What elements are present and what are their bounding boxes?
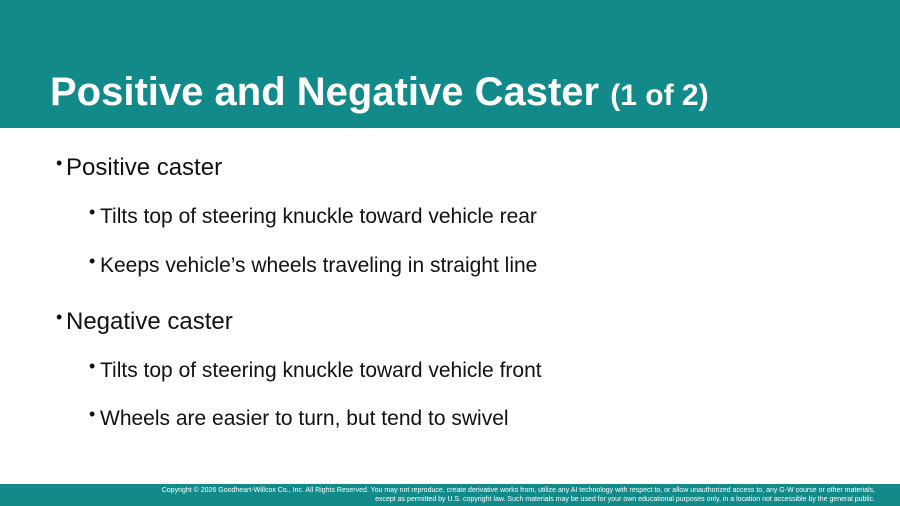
sub-bullet-text: Wheels are easier to turn, but tend to swivel (100, 407, 509, 430)
sub-bullet-text: Keeps vehicle’s wheels traveling in straight line (100, 254, 538, 277)
sub-bullet-text: Tilts top of steering knuckle toward vehicle rear (100, 205, 537, 228)
sub-bullet-text: Tilts top of steering knuckle toward vehicle front (100, 359, 542, 382)
bullet-text: Negative caster (66, 308, 233, 335)
sub-bullet-dot: • (89, 404, 96, 424)
slide-title-part-indicator: (1 of 2) (610, 79, 709, 112)
bullet-dot: • (56, 307, 63, 327)
copyright-footer (0, 484, 900, 506)
bullet-list (0, 128, 900, 484)
title-band (0, 0, 900, 128)
bullet-dot: • (56, 153, 63, 173)
sub-bullet-dot: • (89, 202, 96, 222)
slide-title-main: Positive and Negative Caster (50, 70, 600, 114)
copyright-notice (55, 486, 875, 504)
bullet-text: Positive caster (66, 154, 223, 181)
sub-bullet-dot: • (89, 251, 96, 271)
copyright-line-1: Copyright © 2026 Goodheart-Willcox Co., Inc. All Rights Reserved. You may not reproduce, create derivative works from, utilize any AI technology with respect to, or allow unauthorized access to, any G-W course or other materials, (161, 487, 875, 494)
slide-title (50, 68, 709, 120)
sub-bullet-dot: • (89, 356, 96, 376)
copyright-line-2: except as permitted by U.S. copyright law. Such materials may be used for your own educational purposes only, in a location not accessible by the general public. (375, 496, 875, 503)
